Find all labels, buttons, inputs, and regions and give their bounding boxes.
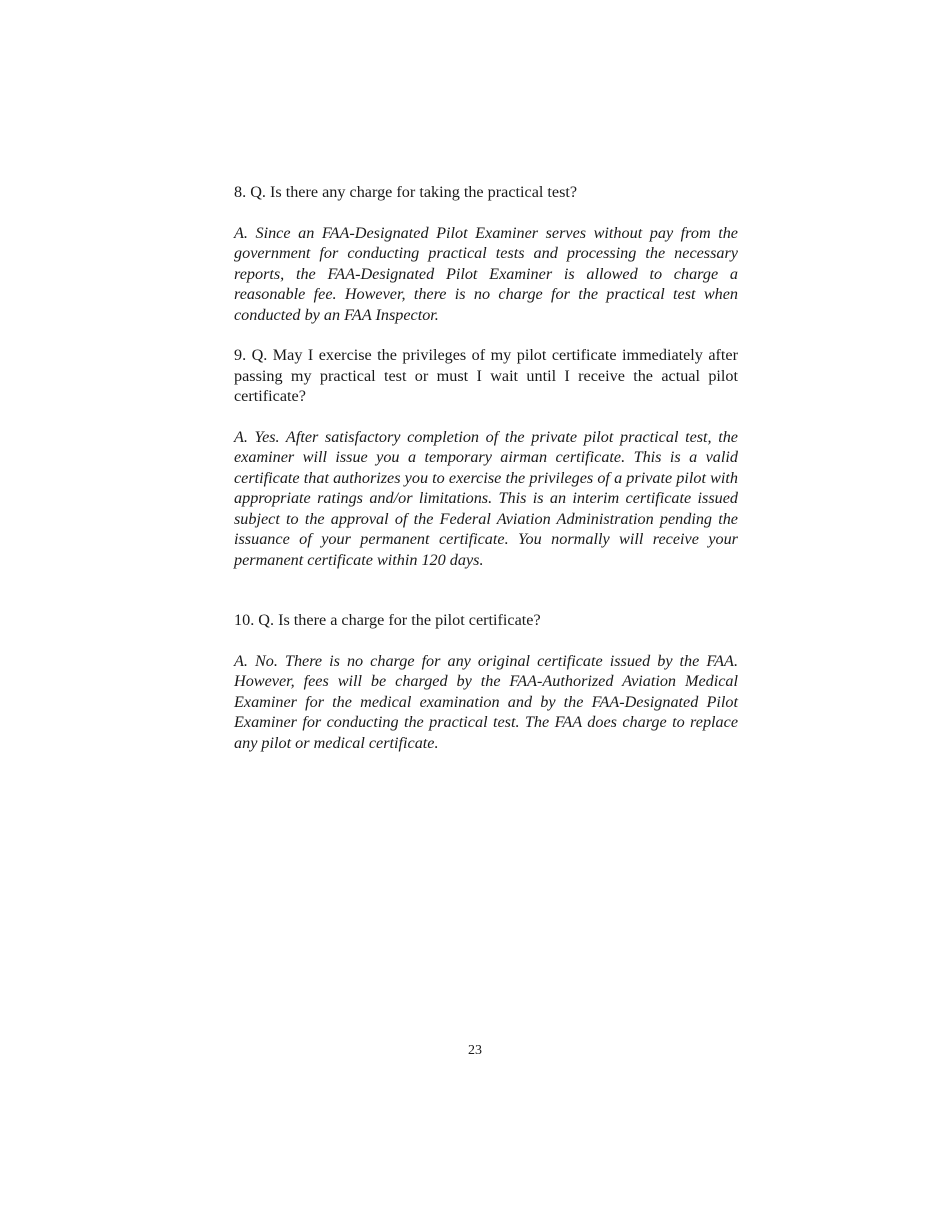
faq-question-10: 10. Q. Is there a charge for the pilot certificate? <box>234 611 541 629</box>
faq-answer-9: A. Yes. After satisfactory completion of the private pilot practical test, the examiner will issue you a temporary airman certificate. This is a valid certificate that authorizes you to exercise the privileges of a private pilot with appropriate ratings and/or limitations. This is an interim certificate issued subject to the approval of the Federal Aviation Administration pending the issuance of your permanent certificate. You normally will receive your permanent certificate within 120 days. <box>234 427 738 569</box>
faq-answer-10: A. No. There is no charge for any original certificate issued by the FAA. However, fees will be charged by the FAA-Authorized Aviation Medical Examiner for the medical examination and by the FAA-Designated Pilot Examiner for conducting the practical test. The FAA does charge to replace any pilot or medical certificate. <box>234 651 738 752</box>
faq-question-9: 9. Q. May I exercise the privileges of my pilot certificate immediately after passing my practical test or must I wait until I receive the actual pilot certificate? <box>234 346 738 405</box>
faq-answer-8: A. Since an FAA-Designated Pilot Examiner serves without pay from the government for conducting practical tests and processing the necessary reports, the FAA-Designated Pilot Examiner is allowed to charge a reasonable fee. However, there is no charge for the practical test when conducted by an FAA Inspector. <box>234 223 738 324</box>
faq-question-8: 8. Q. Is there any charge for taking the practical test? <box>234 183 578 201</box>
page-number: 23 <box>468 1043 482 1058</box>
faq-content <box>234 182 738 753</box>
